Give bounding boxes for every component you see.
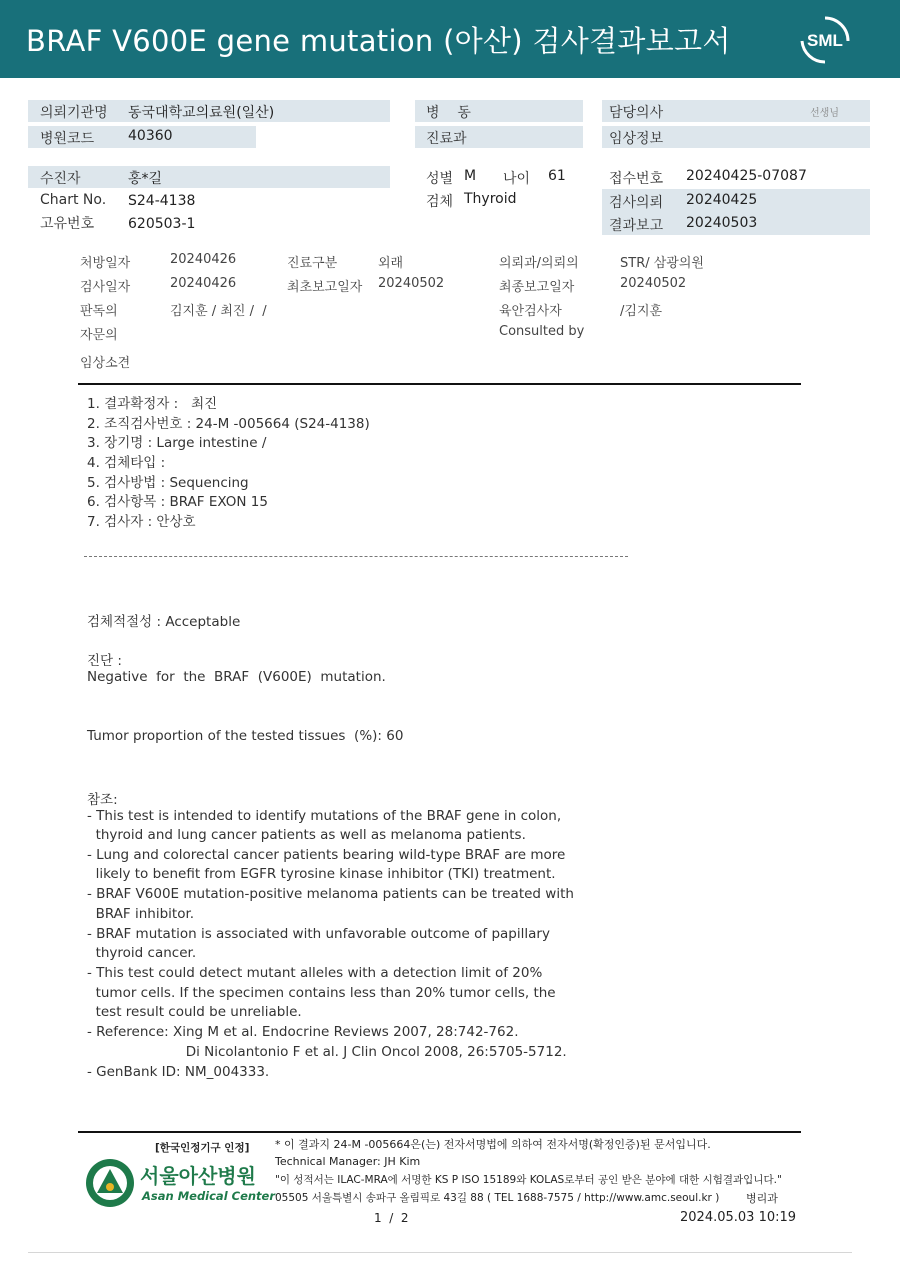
reader-label: 판독의 — [80, 304, 118, 319]
dashed-separator — [84, 556, 628, 557]
gross-label: 육안검사자 — [499, 304, 562, 319]
note-line: thyroid and lung cancer patients as well as melanoma patients. — [87, 827, 526, 843]
clinical-info-label: 임상정보 — [609, 131, 664, 147]
request-label: 검사의뢰 — [609, 195, 664, 211]
test-date-label: 검사일자 — [80, 280, 131, 295]
doctor-suffix: 선생님 — [810, 108, 839, 119]
accreditation-statement: "이 성적서는 ILAC-MRA에 서명한 KS P ISO 15189와 KOLAS로부터 공인 받은 분야에 대한 시험결과입니다." — [275, 1174, 782, 1186]
accreditation-label: [한국인정기구 인정] — [155, 1142, 250, 1154]
result-item: 3. 장기명 : Large intestine / — [87, 435, 267, 451]
doctor-label: 담당의사 — [609, 105, 664, 121]
visit-type-value: 외래 — [378, 256, 404, 271]
note-line: - This test is intended to identify mutations of the BRAF gene in colon, — [87, 808, 562, 824]
chart-value: S24-4138 — [128, 193, 196, 209]
institution-label: 의뢰기관명 — [40, 105, 108, 121]
department-name: 병리과 — [746, 1192, 778, 1205]
note-line: thyroid cancer. — [87, 945, 197, 961]
test-date-value: 20240426 — [170, 276, 237, 291]
hospital-code-label: 병원코드 — [40, 131, 95, 147]
hospital-address: 05505 서울특별시 송파구 올림픽로 43길 88 ( TEL 1688-7575 / http://www.amc.seoul.kr ) — [275, 1192, 720, 1204]
specimen-adequacy: 검체적절성 : Acceptable — [87, 614, 241, 630]
result-item: 6. 검사항목 : BRAF EXON 15 — [87, 494, 268, 510]
note-label: 참조: — [87, 792, 118, 808]
request-value: 20240425 — [686, 192, 758, 208]
uid-value: 620503-1 — [128, 216, 196, 232]
section-divider — [78, 383, 801, 385]
result-item: 5. 검사방법 : Sequencing — [87, 475, 249, 491]
print-timestamp: 2024.05.03 10:19 — [680, 1210, 797, 1225]
note-line: - This test could detect mutant alleles with a detection limit of 20% — [87, 965, 543, 981]
rx-date-value: 20240426 — [170, 252, 237, 267]
note-line: likely to benefit from EGFR tyrosine kinase inhibitor (TKI) treatment. — [87, 866, 556, 882]
esign-notice: * 이 결과지 24-M -005664은(는) 전자서명법에 의하여 전자서명(확정인증)된 문서입니다. — [275, 1138, 711, 1151]
diagnosis-value: Negative for the BRAF (V600E) mutation. — [87, 669, 386, 685]
note-line: - GenBank ID: NM_004333. — [87, 1064, 270, 1080]
consulted-by-label: Consulted by — [499, 324, 585, 339]
footer-divider — [78, 1131, 801, 1133]
hospital-code-value: 40360 — [128, 128, 173, 144]
note-line: - BRAF mutation is associated with unfavorable outcome of papillary — [87, 926, 550, 942]
reception-label: 접수번호 — [609, 171, 664, 187]
tumor-proportion: Tumor proportion of the tested tissues (%): 60 — [87, 728, 404, 744]
page-bottom-line — [28, 1252, 852, 1253]
patient-bar — [28, 166, 390, 188]
specimen-label: 검체 — [426, 194, 454, 210]
asan-emblem-icon — [84, 1157, 136, 1209]
reception-value: 20240425-07087 — [686, 168, 807, 184]
req-dept-label: 의뢰과/의뢰의 — [499, 256, 579, 271]
result-item: 7. 검사자 : 안상호 — [87, 514, 196, 530]
first-report-value: 20240502 — [378, 276, 445, 291]
report-title: BRAF V600E gene mutation (아산) 검사결과보고서 — [26, 24, 731, 58]
diagnosis-label: 진단 : — [87, 653, 122, 669]
note-line: - BRAF V600E mutation-positive melanoma patients can be treated with — [87, 886, 574, 902]
dept-label: 진료과 — [426, 131, 467, 147]
result-item: 1. 결과확정자 : 최진 — [87, 396, 218, 412]
age-value: 61 — [548, 168, 566, 184]
patient-label: 수진자 — [40, 171, 81, 187]
hospital-name-en: Asan Medical Center — [142, 1189, 276, 1203]
note-line: tumor cells. If the specimen contains less than 20% tumor cells, the — [87, 985, 556, 1001]
final-report-value: 20240502 — [620, 276, 687, 291]
ward-label: 병 동 — [426, 105, 471, 121]
report-label: 결과보고 — [609, 218, 664, 234]
note-line: - Lung and colorectal cancer patients bearing wild-type BRAF are more — [87, 847, 566, 863]
institution-value: 동국대학교의료원(일산) — [128, 105, 275, 121]
report-value: 20240503 — [686, 215, 758, 231]
consult-label: 자문의 — [80, 328, 118, 343]
note-line: - Reference: Xing M et al. Endocrine Reviews 2007, 28:742-762. — [87, 1024, 519, 1040]
first-report-label: 최초보고일자 — [287, 280, 363, 295]
specimen-value: Thyroid — [464, 191, 517, 207]
rx-date-label: 처방일자 — [80, 256, 131, 271]
svg-text:SML: SML — [807, 31, 843, 50]
note-line: Di Nicolantonio F et al. J Clin Oncol 2008, 26:5705-5712. — [87, 1044, 567, 1060]
req-dept-value: STR/ 삼광의원 — [620, 256, 704, 271]
clinical-opinion-label: 임상소견 — [80, 356, 131, 371]
patient-value: 홍*길 — [128, 171, 163, 187]
result-item: 2. 조직검사번호 : 24-M -005664 (S24-4138) — [87, 416, 370, 432]
final-report-label: 최종보고일자 — [499, 280, 575, 295]
sex-label: 성별 — [426, 171, 454, 187]
hospital-name-kr: 서울아산병원 — [140, 1164, 256, 1188]
technical-manager: Technical Manager: JH Kim — [275, 1155, 421, 1168]
page-number: 1 / 2 — [374, 1211, 409, 1225]
visit-type-label: 진료구분 — [287, 256, 338, 271]
gross-value: /김지훈 — [620, 304, 663, 319]
note-line: test result could be unreliable. — [87, 1004, 302, 1020]
result-item: 4. 검체타입 : — [87, 455, 166, 471]
sex-value: M — [464, 168, 477, 184]
uid-label: 고유번호 — [40, 216, 95, 232]
chart-label: Chart No. — [40, 192, 107, 208]
age-label: 나이 — [503, 171, 531, 187]
report-header — [0, 0, 900, 78]
note-line: BRAF inhibitor. — [87, 906, 195, 922]
reader-value: 김지훈 / 최진 / / — [170, 304, 267, 319]
sml-logo-icon — [798, 14, 852, 64]
